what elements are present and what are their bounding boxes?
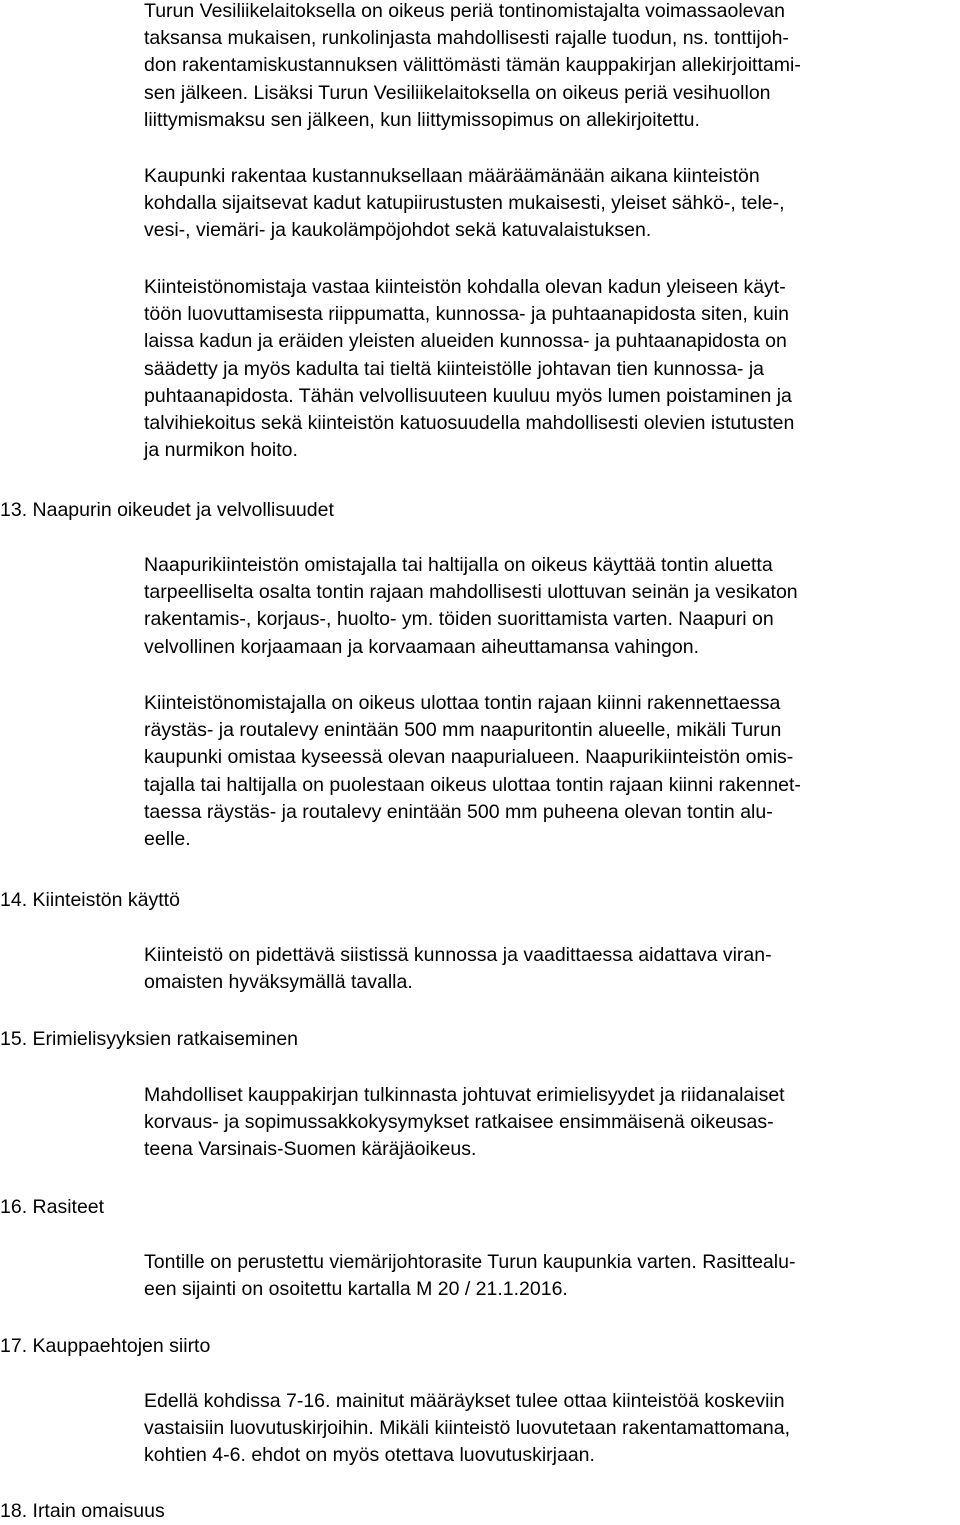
paragraph-terms-transfer — [144, 1388, 956, 1470]
text-line: een sijainti on osoitettu kartalla M 20 / 21.1.2016. — [144, 1278, 568, 1301]
paragraph-neighbour-rights — [144, 552, 956, 661]
text-line: Kiinteistönomistaja vastaa kiinteistön kohdalla olevan kadun yleiseen käyt- — [144, 276, 786, 298]
section-heading-17: 17. Kauppaehtojen siirto — [0, 1335, 211, 1357]
paragraph-owner-street-maintenance — [144, 274, 956, 464]
section-heading-13: 13. Naapurin oikeudet ja velvollisuudet — [0, 499, 334, 521]
text-line: sen jälkeen. Lisäksi Turun Vesiliikelaitoksella on oikeus periä vesihuollon — [144, 81, 771, 104]
paragraph-property-use — [144, 942, 956, 996]
section-heading-14: 14. Kiinteistön käyttö — [0, 889, 180, 911]
text-line: taksansa mukaisen, runkolinjasta mahdollisesti rajalle tuodun, ns. tonttijoh- — [144, 27, 789, 50]
text-line: töön luovuttamisesta riippumatta, kunnossa- ja puhtaanapidosta siten, kuin — [144, 303, 789, 326]
text-line: säädetty ja myös kadulta tai tieltä kiinteistölle johtavan tien kunnossa- ja — [144, 357, 765, 380]
text-line: vastaisiin luovutuskirjoihin. Mikäli kiinteistö luovutetaan rakentamattomana, — [144, 1417, 790, 1440]
text-line: omaisten hyväksymällä tavalla. — [144, 971, 413, 994]
text-line: Kiinteistönomistajalla on oikeus ulottaa tontin rajaan kiinni rakennettaessa — [144, 692, 781, 714]
text-line: kaupunki omistaa kyseessä olevan naapurialueen. Naapurikiinteistön omis- — [144, 746, 794, 769]
text-line: taessa räystäs- ja routalevy enintään 500 mm puheena olevan tontin alu- — [144, 800, 773, 823]
text-line: räystäs- ja routalevy enintään 500 mm naapuritontin alueelle, mikäli Turun — [144, 719, 782, 742]
paragraph-water-utility-fees — [144, 0, 956, 134]
text-line: Kiinteistö on pidettävä siistissä kunnossa ja vaadittaessa aidattava viran- — [144, 944, 772, 966]
text-line: eelle. — [144, 828, 191, 851]
section-heading-18: 18. Irtain omaisuus — [0, 1500, 165, 1522]
section-heading-15: 15. Erimielisyyksien ratkaiseminen — [0, 1028, 299, 1050]
text-line: Mahdolliset kauppakirjan tulkinnasta johtuvat erimielisyydet ja riidanalaiset — [144, 1084, 785, 1106]
text-line: talvihiekoitus sekä kiinteistön katuosuudella mahdollisesti olevien istutusten — [144, 412, 795, 435]
text-line: tarpeelliselta osalta tontin rajaan mahdollisesti ulottuvan seinän ja vesikaton — [144, 581, 798, 604]
text-line: rakentamis-, korjaus-, huolto- ym. töiden suorittamista varten. Naapuri on — [144, 608, 774, 631]
text-line: kohtien 4-6. ehdot on myös otettava luovutuskirjaan. — [144, 1444, 595, 1467]
paragraph-easements — [144, 1249, 956, 1303]
text-line: Naapurikiinteistön omistajalla tai haltijalla on oikeus käyttää tontin aluetta — [144, 554, 773, 576]
paragraph-eaves-extension — [144, 690, 956, 853]
text-line: tajalla tai haltijalla on puolestaan oikeus ulottaa tontin rajaan kiinni rakennet- — [144, 773, 801, 796]
text-line: Tontille on perustettu viemärijohtorasite Turun kaupunkia varten. Rasittealu- — [144, 1251, 796, 1273]
text-line: laissa kadun ja eräiden yleisten alueiden kunnossa- ja puhtaanapidosta on — [144, 330, 787, 353]
text-line: korvaus- ja sopimussakkokysymykset ratkaisee ensimmäisenä oikeusas- — [144, 1111, 774, 1134]
text-line: Edellä kohdissa 7-16. mainitut määräykset tulee ottaa kiinteistöä koskeviin — [144, 1390, 785, 1412]
text-line: ja nurmikon hoito. — [144, 439, 298, 462]
text-line: Kaupunki rakentaa kustannuksellaan määräämänään aikana kiinteistön — [144, 165, 760, 187]
text-line: kohdalla sijaitsevat kadut katupiirustusten mukaisesti, yleiset sähkö-, tele-, — [144, 192, 785, 215]
text-line: Turun Vesiliikelaitoksella on oikeus periä tontinomistajalta voimassaolevan — [144, 0, 785, 22]
section-heading-16: 16. Rasiteet — [0, 1196, 105, 1218]
text-line: don rakentamiskustannuksen välittömästi tämän kauppakirjan allekirjoittami- — [144, 54, 801, 77]
text-line: vesi-, viemäri- ja kaukolämpöjohdot sekä katuvalaistuksen. — [144, 219, 652, 242]
text-line: teena Varsinais-Suomen käräjäoikeus. — [144, 1138, 477, 1161]
text-line: velvollinen korjaamaan ja korvaamaan aiheuttamansa vahingon. — [144, 635, 700, 658]
paragraph-dispute-resolution — [144, 1082, 956, 1164]
paragraph-city-builds-streets — [144, 163, 956, 245]
text-line: puhtaanapidosta. Tähän velvollisuuteen kuuluu myös lumen poistaminen ja — [144, 384, 792, 407]
text-line: liittymismaksu sen jälkeen, kun liittymissopimus on allekirjoitettu. — [144, 108, 700, 131]
